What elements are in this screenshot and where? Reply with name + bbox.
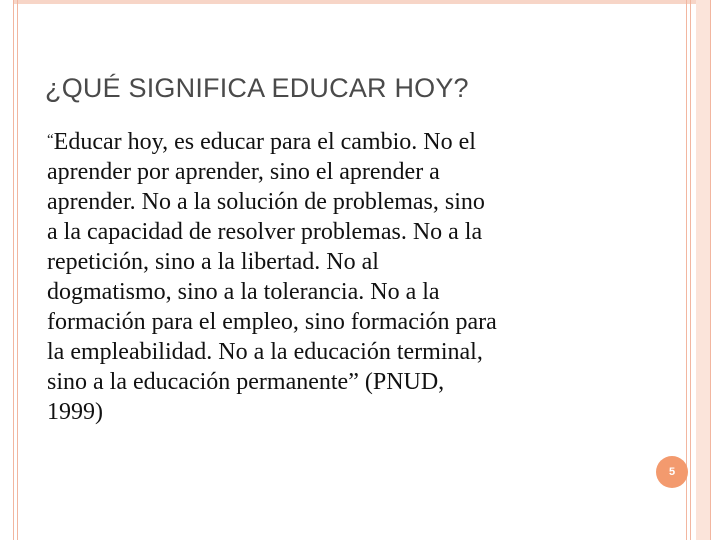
page-number-badge: 5: [656, 456, 688, 488]
left-frame-line: [13, 0, 14, 540]
left-frame-inner-line: [17, 0, 18, 540]
right-frame-line: [686, 0, 687, 540]
quote-body: [47, 125, 592, 427]
opening-quote-mark: “: [47, 132, 54, 148]
right-frame-band: [696, 0, 710, 540]
top-frame-band: [13, 0, 696, 4]
right-frame-band-edge: [710, 0, 711, 540]
slide-title: ¿QUÉ SIGNIFICA EDUCAR HOY?: [45, 73, 469, 103]
quote-text: Educar hoy, es educar para el cambio. No el aprender por aprender, sino el aprender a aprender. No a la solución de problemas, sino a la capacidad de resolver problemas. No a la repetición, sino a la libertad. No al dogmatismo, sino a la tolerancia. No a la formación para el empleo, sino formación para la empleabilidad. No a la educación terminal, sino a la educación permanente” (PNUD, 1999): [47, 129, 497, 425]
right-frame-inner-line: [690, 0, 691, 540]
